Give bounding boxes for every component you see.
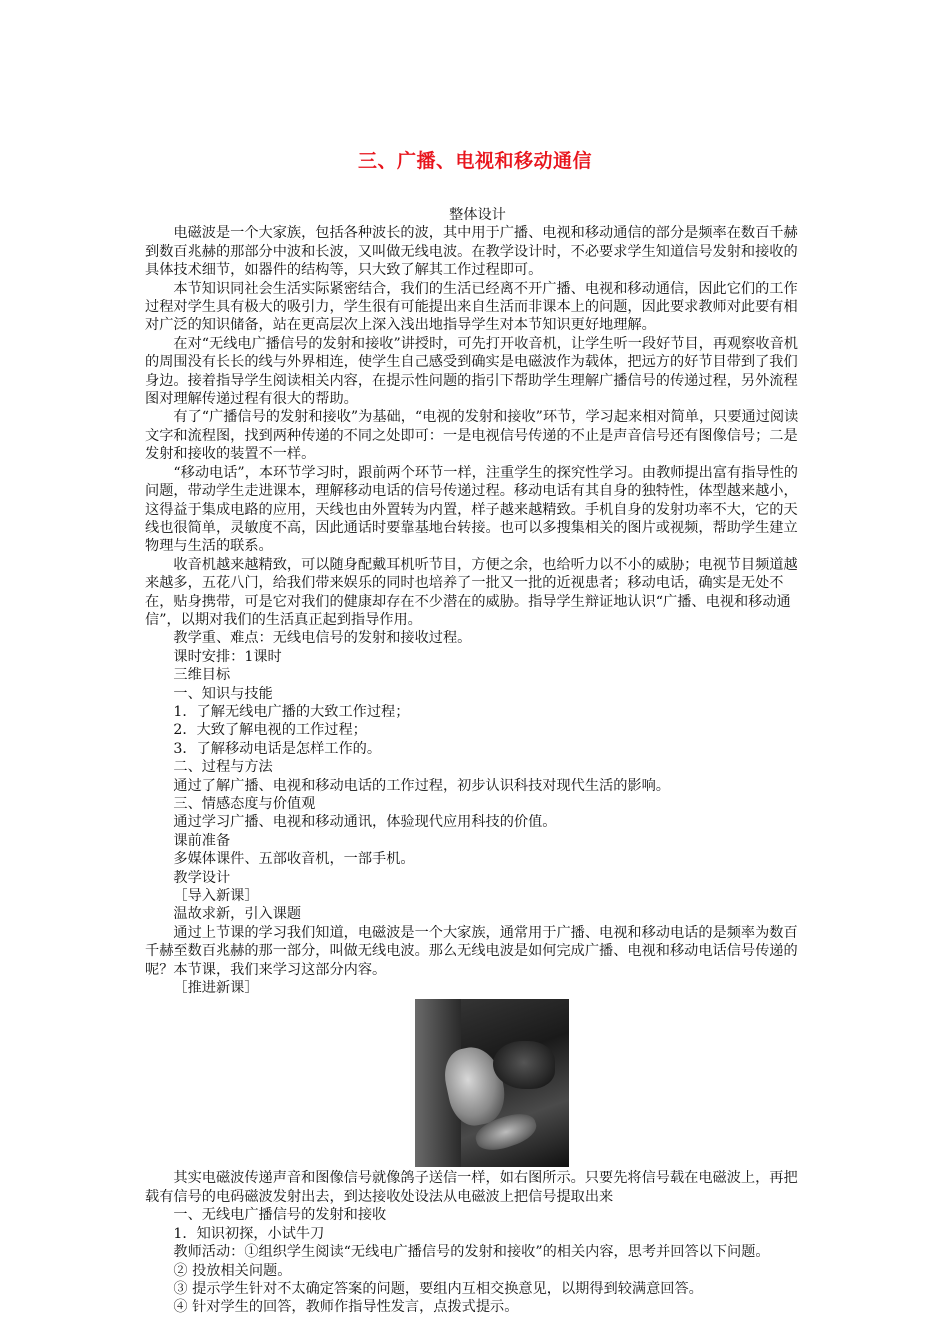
pigeon-photo (415, 999, 569, 1167)
section-heading: 整体设计 (449, 207, 506, 223)
page-title: 三、广播、电视和移动通信 (357, 150, 592, 172)
list-item: ③ 提示学生针对不太确定答案的问题，要组内互相交换意见，以期得到较满意回答。 (173, 1280, 703, 1297)
list-item: 2．大致了解电视的工作过程； (173, 722, 367, 739)
subheading: 1．知识初探，小试牛刀 (173, 1225, 325, 1242)
figure (145, 997, 810, 1169)
list-item: 3．了解移动电话是怎样工作的。 (173, 740, 382, 757)
paragraph: 教师活动：①组织学生阅读“无线电广播信号的发射和接收”的相关内容，思考并回答以下问题。 (173, 1244, 770, 1261)
paragraph: “移动电话”，本环节学习时，跟前两个环节一样，注重学生的探究性学习。由教师提出富有指导性的问题，带动学生走进课本，理解移动电话的信号传递过程。移动电话有其自身的独特性，体型越来越小，这得益于集成电路的应用，天线也由外置转为内置，样子越来越精致。手机自身的发射功率不大，它的天线也很简单，灵敏度不高，因此通话时要靠基地台转接。也可以多搜集相关的图片或视频，帮助学生建立物理与生活的联系。 (145, 464, 798, 555)
document-body (145, 206, 810, 1317)
paragraph: 本节知识同社会生活实际紧密结合，我们的生活已经离不开广播、电视和移动通信，因此它们的工作过程对学生具有极大的吸引力，学生很有可能提出来自生活而非课本上的问题，因此要求教师对此要有相对广泛的知识储备，站在更高层次上深入浅出地指导学生对本节知识更好地理解。 (145, 280, 798, 334)
subheading: 一、无线电广播信号的发射和接收 (173, 1207, 387, 1224)
text-line: 通过了解广播、电视和移动电话的工作过程，初步认识科技对现代生活的影响。 (173, 777, 670, 794)
paragraph: 有了“广播信号的发射和接收”为基础，“电视的发射和接收”环节，学习起来相对简单，只要通过阅读文字和流程图，找到两种传递的不同之处即可：一是电视信号传递的不止是声音信号还有图像信号；二是发射和接收的装置不一样。 (145, 409, 799, 463)
list-item: ② 投放相关问题。 (173, 1262, 292, 1279)
paragraph: 在对“无线电广播信号的发射和接收”讲授时，可先打开收音机，让学生听一段好节目，再观察收音机的周围没有长长的线与外界相连，使学生自己感受到确实是电磁波作为载体，把远方的好节目带到了我们身边。接着指导学生阅读相关内容，在提示性问题的指引下帮助学生理解广播信号的传递过程，另外流程图对理解传递过程有很大的帮助。 (145, 335, 798, 408)
bracket-heading: ［导入新课］ (173, 888, 259, 905)
schedule-line: 课时安排：1课时 (173, 648, 282, 665)
key-points-line: 教学重、难点：无线电信号的发射和接收过程。 (173, 630, 472, 647)
list-item: 1．了解无线电广播的大致工作过程； (173, 703, 410, 720)
text-line: 温故求新，引入课题 (173, 906, 302, 923)
text-line: 多媒体课件、五部收音机，一部手机。 (173, 851, 415, 868)
subheading: 教学设计 (173, 869, 231, 886)
paragraph: 其实电磁波传递声音和图像信号就像鸽子送信一样，如右图所示。只要先将信号载在电磁波上，再把载有信号的电码磁波发射出去，到达接收处设法从电磁波上把信号提取出来 (145, 1170, 798, 1205)
paragraph: 电磁波是一个大家族，包括各种波长的波，其中用于广播、电视和移动通信的部分是频率在数百千赫到数百兆赫的那部分中波和长波，又叫做无线电波。在教学设计时，不必要求学生知道信号发射和接收的具体技术细节，如器件的结构等，只大致了解其工作过程即可。 (145, 225, 798, 279)
paragraph: 收音机越来越精致，可以随身配戴耳机听节目，方便之余，也给听力以不小的威胁；电视节目频道越来越多，五花八门，给我们带来娱乐的同时也培养了一批又一批的近视患者；移动电话，确实是无处不在，贴身携带，可是它对我们的健康却存在不少潜在的威胁。指导学生辩证地认识“广播、电视和移动通信”，以期对我们的生活真正起到指导作用。 (145, 556, 798, 628)
bracket-heading: ［推进新课］ (173, 980, 259, 997)
objectives-heading: 三维目标 (173, 667, 231, 684)
subheading: 一、知识与技能 (173, 685, 273, 702)
paragraph: 通过上节课的学习我们知道，电磁波是一个大家族，通常用于广播、电视和移动电话的是频率为数百千赫至数百兆赫的那一部分，叫做无线电波。那么无线电波是如何完成广播、电视和移动电话信号传递的呢？本节课，我们来学习这部分内容。 (145, 924, 798, 978)
list-item: ④ 针对学生的回答，教师作指导性发言，点拨式提示。 (173, 1299, 519, 1316)
text-line: 通过学习广播、电视和移动通讯，体验现代应用科技的价值。 (173, 814, 557, 831)
subheading: 三、情感态度与价值观 (173, 796, 316, 812)
subheading: 课前准备 (173, 832, 231, 849)
subheading: 二、过程与方法 (173, 759, 273, 776)
